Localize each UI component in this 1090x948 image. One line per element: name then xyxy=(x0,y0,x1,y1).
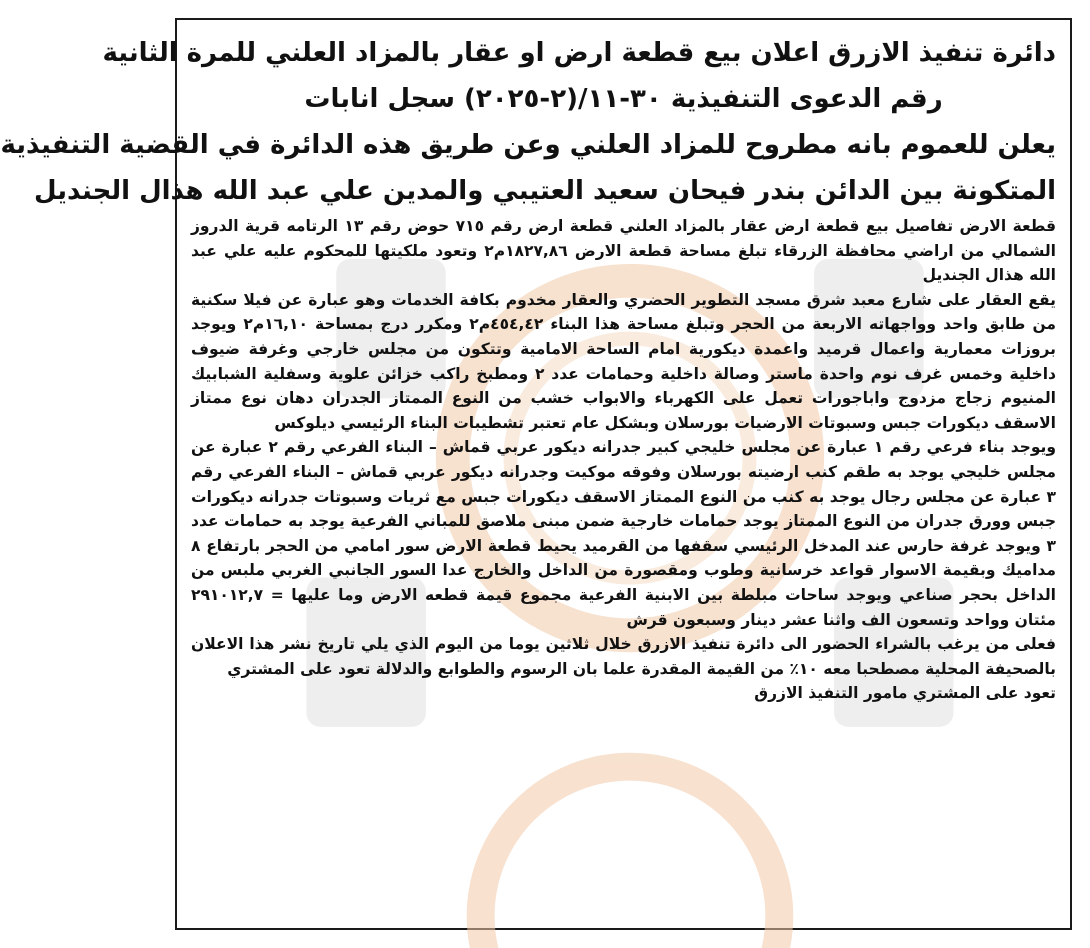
land-details-paragraph: قطعة الارض تفاصيل بيع قطعة ارض عقار بالمزاد العلني قطعة ارض رقم ٧١٥ حوض رقم ١٣ الرتامه قرية الدروز الشمالي من اراضي محافظة الزرقاء تبلغ مساحة قطعة الارض ١٨٢٧,٨٦م٢ وتعود ملكيتها للمحكوم عليه علي عبد الله هذال الجنديل xyxy=(191,217,1056,285)
signature-line: تعود على المشتري مامور التنفيذ الازرق xyxy=(754,684,1056,703)
property-description-paragraph: يقع العقار على شارع معبد شرق مسجد التطوير الحضري والعقار مخدوم بكافة الخدمات وهو عبارة عن فيلا سكنية من طابق واحد وواجهاته الاربعة من الحجر وتبلغ مساحة هذا البناء ٤٥٤,٤٢م٢ ومكرر درج بمساحة ١٦,١٠م٢ ويوجد بروزات معمارية واعمال قرميد واعمدة ديكورية امام الساحة الامامية وتتكون من مجلس خارجي وغرفة ضيوف داخلية وخمس غرف نوم واحدة ماستر وصالة داخلية وحمامات عدد ٢ ومطبخ راكب خزائن علوية وسفلية الشبابيك المنيوم زجاج مزدوج واباجورات تعمل على الكهرباء والابواب خشب من النوع الممتاز الجدران دهان نوع ممتاز الاسقف ديكورات جبس وسبوتات الارضيات بورسلان وبشكل عام تعتبر تشطيبات البناء الرئيسي ديلوكس xyxy=(191,290,1056,432)
public-notice-line: يعلن للعموم بانه مطروح للمزاد العلني وعن طريق هذه الدائرة في القضية التنفيذية xyxy=(0,130,1056,160)
announcement-title: دائرة تنفيذ الازرق اعلان بيع قطعة ارض او عقار بالمزاد العلني للمرة الثانية xyxy=(102,38,1056,68)
case-number: رقم الدعوى التنفيذية ٣٠-١١/(٢-٢٠٢٥) سجل انابات xyxy=(304,84,943,114)
parties-line: المتكونة بين الدائن بندر فيحان سعيد العتيبي والمدين علي عبد الله هذال الجنديل xyxy=(34,176,1056,206)
announcement-frame xyxy=(0,18,1072,930)
sub-buildings-paragraph: ويوجد بناء فرعي رقم ١ عبارة عن مجلس خليجي كبير جدرانه ديكور عربي قماش – البناء الفرعي رقم ٢ عبارة عن مجلس خليجي يوجد به طقم كنب ارضيته بورسلان وفوقه موكيت وجدرانه ديكور عربي قماش – البناء الفرعي رقم ٣ عبارة عن مجلس رجال يوجد به كنب من النوع الممتاز الاسقف ديكورات جبس مع ثريات وسبوتات جدرانه ديكورات جبس وورق جدران من النوع الممتاز يوجد حمامات خارجية ضمن مبنى ملاصق للمباني الفرعية يوجد به حمامات عدد ٣ ويوجد غرفة حارس عند المدخل الرئيسي سقفها من القرميد يحيط قطعة الارض سور امامي من الحجر بارتفاع ٨ مداميك وبقيمة الاسوار قواعد خرسانية وطوب ومقصورة من الداخل والخارج عدا السور الجانبي الغربي ملبس من الداخل بحجر صناعي ويوجد ساحات مبلطة بين الابنية الفرعية مجموع قيمة قطعه الارض وما عليها = ٢٩١٠١٢,٧ مئتان وواحد وتسعون الف واثنا عشر دينار وسبعون قرش xyxy=(191,438,1057,629)
announcement-content xyxy=(0,20,1070,712)
purchase-instructions-paragraph: فعلى من يرغب بالشراء الحضور الى دائرة تنفيذ الازرق خلال ثلاثين يوما من اليوم الذي يلي تاريخ نشر هذا الاعلان بالصحيفة المحلية مصطحبا معه ١٠٪ من القيمة المقدرة علما بان الرسوم والطوابع والدلالة تعود على المشتري xyxy=(191,635,1056,678)
